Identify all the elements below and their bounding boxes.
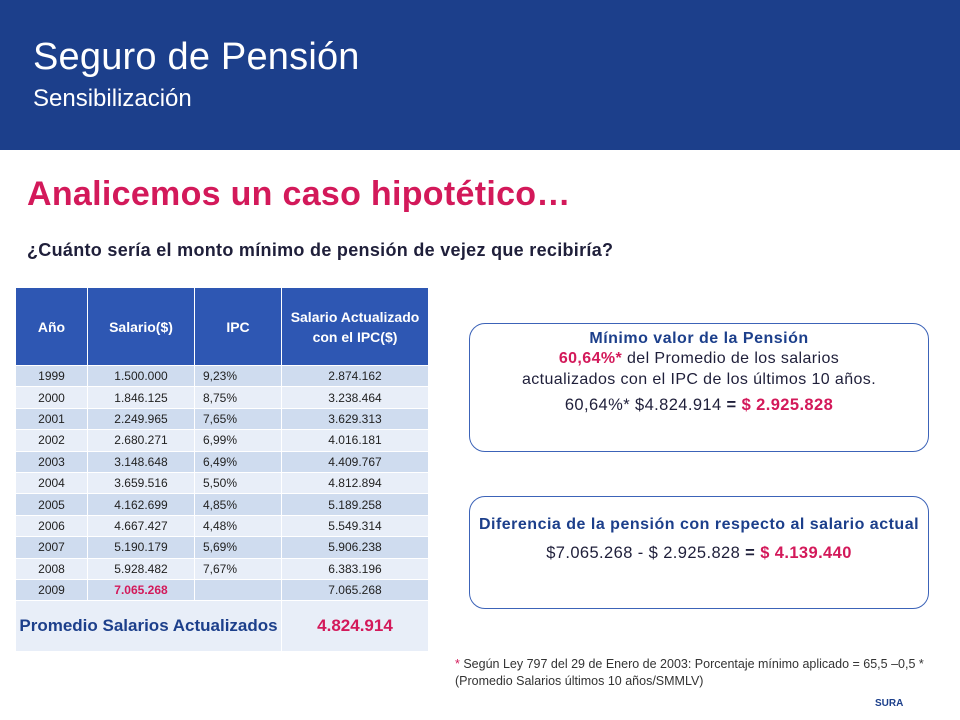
minimum-pension-line1-text: del Promedio de los salarios [622, 350, 840, 367]
table-row [16, 472, 429, 493]
total-value: 4.824.914 [282, 601, 429, 652]
minimum-pension-calc [470, 396, 928, 415]
cell-salary: 3.659.516 [88, 472, 195, 493]
col-header-year: Año [16, 288, 88, 366]
table-row [16, 366, 429, 387]
table-row [16, 408, 429, 429]
cell-year: 2000 [16, 387, 88, 408]
cell-updated-salary: 3.238.464 [282, 387, 429, 408]
table-row [16, 387, 429, 408]
cell-salary: 1.846.125 [88, 387, 195, 408]
minimum-pension-line1 [470, 350, 928, 368]
cell-salary: 4.667.427 [88, 515, 195, 536]
cell-year: 2006 [16, 515, 88, 536]
minimum-pension-result: $ 2.925.828 [741, 396, 834, 414]
table-row [16, 515, 429, 536]
cell-updated-salary: 7.065.268 [282, 579, 429, 600]
cell-salary: 2.249.965 [88, 408, 195, 429]
pension-difference-calc-left: $7.065.268 - $ 2.925.828 [546, 544, 741, 562]
col-header-updated-salary: Salario Actualizado con el IPC($) [282, 288, 429, 366]
cell-year: 2009 [16, 579, 88, 600]
cell-updated-salary: 4.409.767 [282, 451, 429, 472]
law-footnote [455, 656, 935, 690]
cell-updated-salary: 2.874.162 [282, 366, 429, 387]
slide-title: Seguro de Pensión [33, 36, 360, 78]
table-row [16, 537, 429, 558]
cell-year: 2007 [16, 537, 88, 558]
cell-ipc: 4,85% [195, 494, 282, 515]
cell-year: 2004 [16, 472, 88, 493]
cell-ipc: 8,75% [195, 387, 282, 408]
pension-difference-box [469, 496, 929, 609]
cell-year: 2005 [16, 494, 88, 515]
cell-ipc: 5,69% [195, 537, 282, 558]
cell-year: 2002 [16, 430, 88, 451]
cell-ipc: 7,65% [195, 408, 282, 429]
col-header-ipc: IPC [195, 288, 282, 366]
pension-difference-result: $ 4.139.440 [760, 544, 852, 562]
cell-salary: 5.190.179 [88, 537, 195, 558]
minimum-pension-title: Mínimo valor de la Pensión [589, 330, 809, 347]
cell-year: 2001 [16, 408, 88, 429]
cell-ipc: 6,99% [195, 430, 282, 451]
footnote-star: * [455, 657, 460, 671]
table-row [16, 558, 429, 579]
cell-year: 2003 [16, 451, 88, 472]
cell-ipc: 5,50% [195, 472, 282, 493]
minimum-pension-calc-left: 60,64%* $4.824.914 [564, 396, 722, 414]
col-header-salary: Salario($) [88, 288, 195, 366]
header-banner [0, 0, 960, 150]
cell-updated-salary: 3.629.313 [282, 408, 429, 429]
cell-ipc [195, 579, 282, 600]
slide-subtitle: Sensibilización [33, 85, 192, 112]
minimum-pension-eq: = [721, 396, 742, 414]
pension-difference-calc [470, 544, 928, 563]
cell-updated-salary: 4.812.894 [282, 472, 429, 493]
cell-salary: 3.148.648 [88, 451, 195, 472]
table-total-row [16, 601, 429, 652]
cell-ipc: 4,48% [195, 515, 282, 536]
cell-updated-salary: 4.016.181 [282, 430, 429, 451]
minimum-pension-line2: actualizados con el IPC de los últimos 10 años. [521, 371, 877, 388]
cell-ipc: 6,49% [195, 451, 282, 472]
pension-difference-eq: = [740, 544, 761, 562]
table-row [16, 451, 429, 472]
cell-salary: 1.500.000 [88, 366, 195, 387]
minimum-pension-pct: 60,64%* [558, 350, 623, 367]
table-header-row [16, 288, 429, 366]
minimum-pension-box [469, 323, 929, 452]
footnote-text: Según Ley 797 del 29 de Enero de 2003: Porcentaje mínimo aplicado = 65,5 –0,5 *(Promedio Salarios últimos 10 años/SMMLV) [455, 657, 924, 688]
question-text: ¿Cuánto sería el monto mínimo de pensión de vejez que recibiría? [27, 240, 614, 260]
table-row [16, 579, 429, 600]
section-heading: Analicemos un caso hipotético… [27, 175, 571, 213]
cell-updated-salary: 5.549.314 [282, 515, 429, 536]
cell-updated-salary: 5.189.258 [282, 494, 429, 515]
cell-ipc: 7,67% [195, 558, 282, 579]
cell-salary: 4.162.699 [88, 494, 195, 515]
cell-salary: 5.928.482 [88, 558, 195, 579]
cell-updated-salary: 5.906.238 [282, 537, 429, 558]
table-row [16, 494, 429, 515]
cell-updated-salary: 6.383.196 [282, 558, 429, 579]
cell-year: 2008 [16, 558, 88, 579]
cell-salary: 7.065.268 [88, 579, 195, 600]
total-label: Promedio Salarios Actualizados [16, 601, 282, 652]
salary-table [15, 287, 428, 659]
brand-label: SURA [875, 698, 904, 709]
salary-table-grid [15, 287, 429, 652]
table-row [16, 430, 429, 451]
pension-difference-title: Diferencia de la pensión con respecto al salario actual [478, 516, 920, 533]
cell-salary: 2.680.271 [88, 430, 195, 451]
cell-year: 1999 [16, 366, 88, 387]
cell-ipc: 9,23% [195, 366, 282, 387]
